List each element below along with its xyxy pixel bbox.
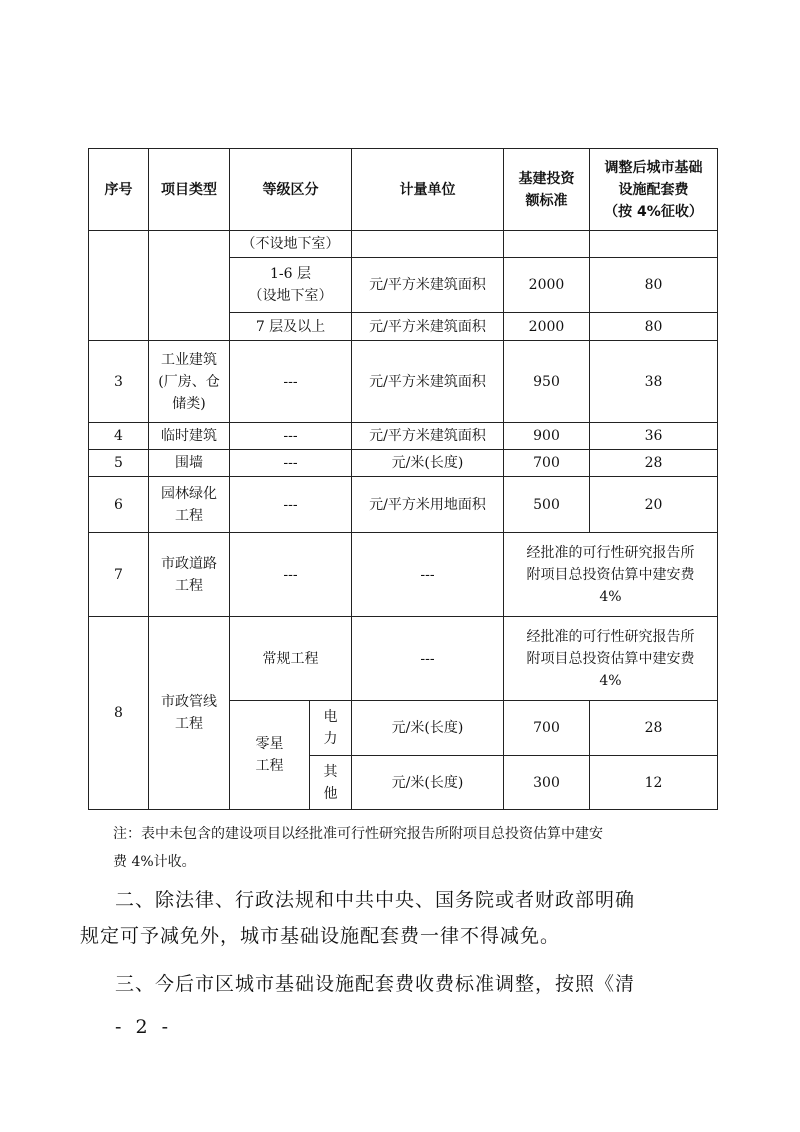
cell-type: 园林绿化 工程 — [149, 477, 230, 533]
page-number: - 2 - — [115, 1016, 173, 1038]
cell-type-continued — [149, 231, 230, 341]
table-note-line: 注：表中未包含的建设项目以经批准可行性研究报告所附项目总投资估算中建安 — [113, 826, 603, 842]
cell-standard: 700 — [504, 701, 590, 756]
cell-type: 工业建筑 (厂房、仓 储类) — [149, 341, 230, 423]
header-unit: 计量单位 — [352, 149, 504, 231]
cell-standard: 2000 — [504, 258, 590, 313]
cell-unit: 元/平方米建筑面积 — [352, 341, 504, 423]
table-header-row — [89, 149, 718, 231]
table-row — [89, 423, 718, 450]
fee-standard-table — [88, 148, 718, 810]
cell-fee: 80 — [590, 313, 718, 341]
paragraph-line: 三、今后市区城市基础设施配套费收费标准调整，按照《清 — [115, 973, 636, 995]
cell-merged-fee-note: 经批准的可行性研究报告所 附项目总投资估算中建安费 4% — [504, 533, 718, 617]
cell-fee: 80 — [590, 258, 718, 313]
cell-grade: 7 层及以上 — [230, 313, 352, 341]
paragraph-line: 规定可予减免外，城市基础设施配套费一律不得减免。 — [80, 925, 561, 947]
cell-standard: 900 — [504, 423, 590, 450]
cell-standard: 500 — [504, 477, 590, 533]
table-note-line: 费 4%计收。 — [113, 854, 196, 870]
cell-seq: 8 — [89, 617, 149, 810]
cell-type: 市政道路 工程 — [149, 533, 230, 617]
cell-standard: 2000 — [504, 313, 590, 341]
table-row — [89, 231, 718, 258]
paragraph-exemption — [80, 882, 725, 954]
cell-unit: 元/米(长度) — [352, 701, 504, 756]
cell-grade: 常规工程 — [230, 617, 352, 701]
cell-unit: 元/平方米建筑面积 — [352, 313, 504, 341]
cell-grade-sub: 其 他 — [310, 756, 352, 810]
cell-unit: 元/平方米建筑面积 — [352, 258, 504, 313]
cell-standard: 700 — [504, 450, 590, 477]
cell-grade: --- — [230, 477, 352, 533]
cell-unit: 元/米(长度) — [352, 756, 504, 810]
cell-seq: 6 — [89, 477, 149, 533]
cell-fee: 20 — [590, 477, 718, 533]
cell-unit: 元/平方米建筑面积 — [352, 423, 504, 450]
table-row — [89, 477, 718, 533]
paragraph-line: 二、除法律、行政法规和中共中央、国务院或者财政部明确 — [115, 889, 636, 911]
cell-grade: --- — [230, 341, 352, 423]
cell-seq: 3 — [89, 341, 149, 423]
cell-fee: 28 — [590, 450, 718, 477]
cell-grade: --- — [230, 533, 352, 617]
cell-type: 市政管线 工程 — [149, 617, 230, 810]
cell-grade-sub: 电 力 — [310, 701, 352, 756]
cell-grade: 1-6 层 （设地下室） — [230, 258, 352, 313]
cell-grade: --- — [230, 423, 352, 450]
cell-unit: 元/米(长度) — [352, 450, 504, 477]
cell-standard: 300 — [504, 756, 590, 810]
cell-grade: --- — [230, 450, 352, 477]
cell-fee: 36 — [590, 423, 718, 450]
cell-standard — [504, 231, 590, 258]
table-row — [89, 341, 718, 423]
cell-fee: 28 — [590, 701, 718, 756]
table-row — [89, 450, 718, 477]
header-seq: 序号 — [89, 149, 149, 231]
cell-grade: （不设地下室） — [230, 231, 352, 258]
cell-type: 临时建筑 — [149, 423, 230, 450]
cell-grade-main: 零星 工程 — [230, 701, 310, 810]
cell-standard: 950 — [504, 341, 590, 423]
cell-fee: 12 — [590, 756, 718, 810]
cell-seq: 5 — [89, 450, 149, 477]
paragraph-adjustment — [115, 966, 725, 1002]
header-investment-standard: 基建投资 额标准 — [504, 149, 590, 231]
cell-seq-continued — [89, 231, 149, 341]
table-row — [89, 617, 718, 701]
table-note — [113, 820, 723, 876]
cell-seq: 4 — [89, 423, 149, 450]
header-grade: 等级区分 — [230, 149, 352, 231]
cell-fee — [590, 231, 718, 258]
table-row — [89, 533, 718, 617]
cell-seq: 7 — [89, 533, 149, 617]
cell-type: 围墙 — [149, 450, 230, 477]
cell-fee: 38 — [590, 341, 718, 423]
cell-unit: --- — [352, 533, 504, 617]
header-project-type: 项目类型 — [149, 149, 230, 231]
cell-unit — [352, 231, 504, 258]
cell-unit: 元/平方米用地面积 — [352, 477, 504, 533]
cell-merged-fee-note: 经批准的可行性研究报告所 附项目总投资估算中建安费 4% — [504, 617, 718, 701]
header-adjusted-fee: 调整后城市基础 设施配套费 （按 4%征收） — [590, 149, 718, 231]
cell-unit: --- — [352, 617, 504, 701]
